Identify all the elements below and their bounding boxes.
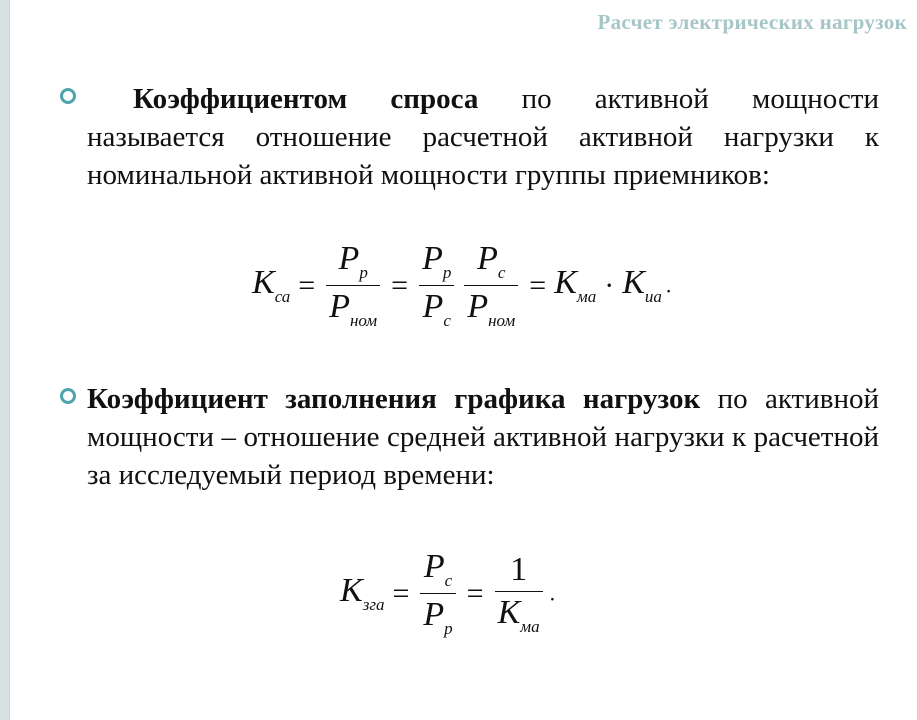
slide-title: Расчет электрических нагрузок: [597, 10, 907, 34]
fraction: $\frac{Pс}{Pр}$: [420, 548, 455, 639]
fraction: $\frac{1}{\text{Kма}}$: [495, 551, 543, 637]
fraction: $\frac{Pр}{Pс}$: [419, 240, 454, 331]
fraction: $\frac{Pс}{\text{Pном}}$: [464, 240, 518, 331]
formula-load-factor: Kзга = $\frac{Pс}{Pр}$ = $\frac{1}{\text{Kма}}$ .: [340, 548, 556, 638]
term-demand-factor: Коэффициентом спроса: [133, 83, 479, 115]
bullet-icon: [60, 88, 76, 104]
term-load-factor: Коэффициент заполнения графика нагрузок: [87, 383, 701, 415]
definition-text: по активной мощности – отношение средней активной нагрузки к расчетной за исследуемый период времени:: [87, 383, 879, 491]
bullet-icon: [60, 388, 76, 404]
definition-text: по активной мощности называется отношение расчетной активной нагрузки к номинальной активной мощности группы приемников:: [87, 83, 880, 191]
fraction: $\frac{Pр}{\text{Pном}}$: [326, 240, 380, 331]
paragraph-demand-factor: [87, 80, 879, 194]
paragraph-load-factor: [87, 380, 879, 494]
formula-demand-factor: Kса = $\frac{Pр}{\text{Pном}}$ = $\frac{Pр}{Pс}$ $\frac{Pс}{\text{Pном}}$ = Kма · Kиа .: [252, 240, 672, 330]
left-decorative-bar: [0, 0, 10, 720]
